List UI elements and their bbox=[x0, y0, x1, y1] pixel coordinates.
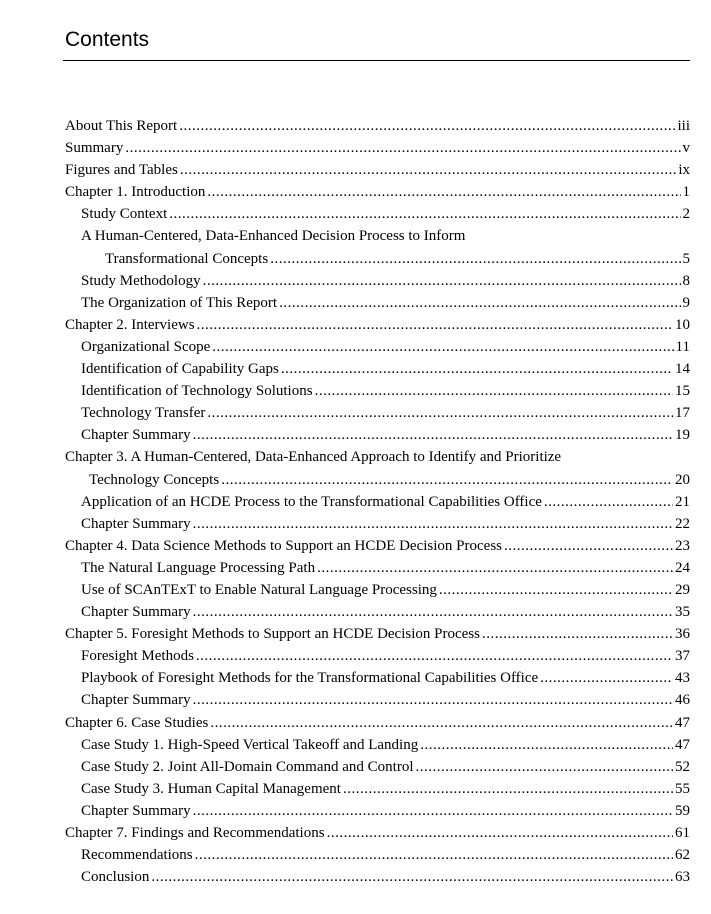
toc-page-number: 52 bbox=[675, 758, 690, 775]
toc-entry-figures-and-tables[interactable] bbox=[65, 159, 690, 181]
toc-page-number: 11 bbox=[675, 338, 690, 355]
toc-entry-chapter-6-case-studies[interactable] bbox=[65, 712, 690, 734]
toc-page-number: 35 bbox=[675, 604, 690, 621]
toc-entry-title-continued: Technology Concepts bbox=[89, 471, 220, 488]
dot-leader bbox=[151, 866, 673, 888]
dot-leader bbox=[203, 270, 681, 292]
toc-entry-title: Chapter 2. Interviews bbox=[65, 316, 195, 333]
toc-entry-study-context[interactable] bbox=[65, 203, 690, 225]
toc-entry-application-of-an-hcde-process-to-the-transformational-capabilities-office[interactable] bbox=[65, 491, 690, 513]
toc-entry-case-study-2-joint-all-domain-command-and-control[interactable] bbox=[65, 756, 690, 778]
toc-entry-title: Study Context bbox=[81, 206, 168, 223]
dot-leader bbox=[270, 248, 680, 270]
dot-leader bbox=[207, 402, 673, 424]
dot-leader bbox=[279, 292, 680, 314]
toc-page-number: 29 bbox=[675, 581, 690, 598]
toc-entry-title-continued: Transformational Concepts bbox=[105, 250, 269, 267]
toc-page-number: 1 bbox=[682, 184, 690, 201]
dot-leader bbox=[416, 756, 674, 778]
toc-page-number: 23 bbox=[675, 537, 690, 554]
toc-entry-continuation[interactable] bbox=[65, 469, 690, 491]
toc-entry-title: Case Study 2. Joint All-Domain Command and Control bbox=[81, 758, 414, 775]
dot-leader bbox=[207, 181, 680, 203]
toc-entry-title: Chapter 4. Data Science Methods to Support an HCDE Decision Process bbox=[65, 537, 502, 554]
toc-entry-title: The Organization of This Report bbox=[81, 294, 278, 311]
toc-entry-title: Recommendations bbox=[81, 847, 193, 864]
toc-page-number: 61 bbox=[675, 825, 690, 841]
toc-page-number: 62 bbox=[675, 847, 690, 864]
dot-leader bbox=[193, 689, 673, 711]
toc-page-number: 8 bbox=[682, 272, 690, 289]
toc-entry-chapter-summary[interactable] bbox=[65, 800, 690, 822]
dot-leader bbox=[327, 822, 673, 844]
toc-entry-title: The Natural Language Processing Path bbox=[81, 559, 316, 576]
toc-entry-chapter-summary[interactable] bbox=[65, 424, 690, 446]
dot-leader bbox=[193, 601, 673, 623]
toc-entry-title: Chapter 1. Introduction bbox=[65, 184, 206, 201]
toc-page-number: 17 bbox=[675, 405, 690, 422]
toc-page-number: 47 bbox=[675, 736, 690, 753]
toc-entry-title: Organizational Scope bbox=[81, 338, 211, 355]
toc-entry-title: Chapter 5. Foresight Methods to Support an HCDE Decision Process bbox=[65, 626, 480, 643]
toc-page-number: 10 bbox=[675, 316, 690, 333]
toc-entry-conclusion[interactable] bbox=[65, 866, 690, 888]
toc-entry-use-of-scantext-to-enable-natural-language-processing[interactable] bbox=[65, 579, 690, 601]
toc-page-number: 14 bbox=[675, 361, 690, 378]
toc-entry-case-study-1-high-speed-vertical-takeoff-and-landing[interactable] bbox=[65, 734, 690, 756]
toc-entry-recommendations[interactable] bbox=[65, 844, 690, 866]
toc-page-number: 24 bbox=[675, 559, 690, 576]
toc-entry-title: Conclusion bbox=[81, 869, 150, 886]
page-title: Contents bbox=[65, 28, 150, 51]
toc-entry-title: Figures and Tables bbox=[65, 162, 178, 179]
dot-leader bbox=[439, 579, 673, 601]
toc-entry-title: Chapter Summary bbox=[81, 802, 191, 819]
toc-entry-title: Technology Transfer bbox=[81, 405, 206, 422]
toc-page-number: 19 bbox=[675, 427, 690, 444]
dot-leader bbox=[180, 159, 677, 181]
toc-page-number: 21 bbox=[675, 493, 690, 510]
toc-entry-chapter-5-foresight-methods-to-support-an-hcde-decision-process[interactable] bbox=[65, 623, 690, 645]
toc-entry-title: Chapter 6. Case Studies bbox=[65, 714, 209, 731]
dot-leader bbox=[125, 137, 680, 159]
toc-entry-chapter-7-findings-and-recommendations[interactable] bbox=[65, 822, 690, 844]
toc-entry-title: Playbook of Foresight Methods for the Transformational Capabilities Office bbox=[81, 670, 539, 687]
toc-entry-chapter-summary[interactable] bbox=[65, 689, 690, 711]
toc-page-number: 43 bbox=[675, 670, 690, 687]
toc-page-number: 20 bbox=[675, 471, 690, 488]
dot-leader bbox=[195, 844, 673, 866]
toc-entry-the-natural-language-processing-path[interactable] bbox=[65, 557, 690, 579]
toc-entry-title: Chapter 3. A Human-Centered, Data-Enhanced Approach to Identify and Prioritize bbox=[65, 449, 562, 466]
dot-leader bbox=[193, 800, 673, 822]
toc-page-number: 2 bbox=[682, 206, 690, 223]
toc-page-number: 46 bbox=[675, 692, 690, 709]
dot-leader bbox=[540, 667, 673, 689]
dot-leader bbox=[281, 358, 673, 380]
toc-entry-study-methodology[interactable] bbox=[65, 270, 690, 292]
toc-entry-title: Foresight Methods bbox=[81, 648, 194, 665]
toc-entry-title: Identification of Capability Gaps bbox=[81, 361, 279, 378]
toc-entry-identification-of-technology-solutions[interactable] bbox=[65, 380, 690, 402]
dot-leader bbox=[212, 336, 673, 358]
toc-page-number: 63 bbox=[675, 869, 690, 886]
dot-leader bbox=[544, 491, 673, 513]
toc-entry-chapter-summary[interactable] bbox=[65, 513, 690, 535]
toc-entry-chapter-1-introduction[interactable] bbox=[65, 181, 690, 203]
dot-leader bbox=[221, 469, 673, 491]
toc-page-number: 37 bbox=[675, 648, 690, 665]
toc-entry-summary[interactable] bbox=[65, 137, 690, 159]
toc-entry-chapter-2-interviews[interactable] bbox=[65, 314, 690, 336]
toc-entry-title: Identification of Technology Solutions bbox=[81, 383, 313, 400]
toc-entry-title: A Human-Centered, Data-Enhanced Decision Process to Inform bbox=[81, 228, 466, 245]
toc-entry-identification-of-capability-gaps[interactable] bbox=[65, 358, 690, 380]
toc-entry-technology-transfer[interactable] bbox=[65, 402, 690, 424]
dot-leader bbox=[210, 712, 673, 734]
toc-entry-case-study-3-human-capital-management[interactable] bbox=[65, 778, 690, 800]
toc-entry-chapter-3-a-human-centered-data-enhanced-approach-to-identify-and-prioritize[interactable] bbox=[65, 446, 690, 468]
toc-page-number: v bbox=[682, 140, 690, 157]
dot-leader bbox=[193, 424, 673, 446]
dot-leader bbox=[482, 623, 673, 645]
toc-entry-title: Use of SCAnTExT to Enable Natural Language Processing bbox=[81, 581, 437, 598]
dot-leader bbox=[420, 734, 673, 756]
toc-page-number: ix bbox=[678, 162, 690, 179]
dot-leader bbox=[196, 645, 673, 667]
toc-entry-organizational-scope[interactable] bbox=[65, 336, 690, 358]
heading-rule bbox=[63, 60, 690, 61]
table-of-contents bbox=[65, 115, 690, 888]
toc-entry-the-organization-of-this-report[interactable] bbox=[65, 292, 690, 314]
dot-leader bbox=[197, 314, 673, 336]
toc-page-number: 47 bbox=[675, 714, 690, 731]
dot-leader bbox=[317, 557, 673, 579]
toc-entry-title: About This Report bbox=[65, 118, 178, 134]
toc-entry-title: Summary bbox=[65, 140, 124, 157]
toc-entry-playbook-of-foresight-methods-for-the-transformational-capabilities-office[interactable] bbox=[65, 667, 690, 689]
toc-page-number: 9 bbox=[682, 294, 690, 311]
toc-page-number: 59 bbox=[675, 802, 690, 819]
toc-entry-chapter-summary[interactable] bbox=[65, 601, 690, 623]
toc-page-number: 36 bbox=[675, 626, 690, 643]
toc-entry-foresight-methods[interactable] bbox=[65, 645, 690, 667]
toc-entry-title: Study Methodology bbox=[81, 272, 201, 289]
toc-entry-a-human-centered-data-enhanced-decision-process-to-inform[interactable] bbox=[65, 225, 690, 247]
toc-entry-title: Chapter Summary bbox=[81, 692, 191, 709]
toc-entry-title: Case Study 3. Human Capital Management bbox=[81, 780, 341, 797]
toc-page-number: 15 bbox=[675, 383, 690, 400]
toc-page-number: 55 bbox=[675, 780, 690, 797]
dot-leader bbox=[504, 535, 673, 557]
toc-entry-chapter-4-data-science-methods-to-support-an-hcde-decision-process[interactable] bbox=[65, 535, 690, 557]
toc-page-number: 5 bbox=[682, 250, 690, 267]
toc-entry-title: Application of an HCDE Process to the Transformational Capabilities Office bbox=[81, 493, 542, 510]
dot-leader bbox=[179, 115, 675, 137]
toc-entry-title: Chapter 7. Findings and Recommendations bbox=[65, 825, 325, 841]
dot-leader bbox=[315, 380, 673, 402]
toc-entry-continuation[interactable] bbox=[65, 248, 690, 270]
toc-page-number: iii bbox=[677, 118, 690, 134]
toc-entry-title: Chapter Summary bbox=[81, 427, 191, 444]
toc-page-number: 22 bbox=[675, 515, 690, 532]
dot-leader bbox=[193, 513, 673, 535]
toc-entry-title: Chapter Summary bbox=[81, 515, 191, 532]
toc-entry-title: Chapter Summary bbox=[81, 604, 191, 621]
dot-leader bbox=[343, 778, 673, 800]
toc-entry-title: Case Study 1. High-Speed Vertical Takeoff and Landing bbox=[81, 736, 419, 753]
toc-entry-about-this-report[interactable] bbox=[65, 115, 690, 137]
dot-leader bbox=[169, 203, 680, 225]
